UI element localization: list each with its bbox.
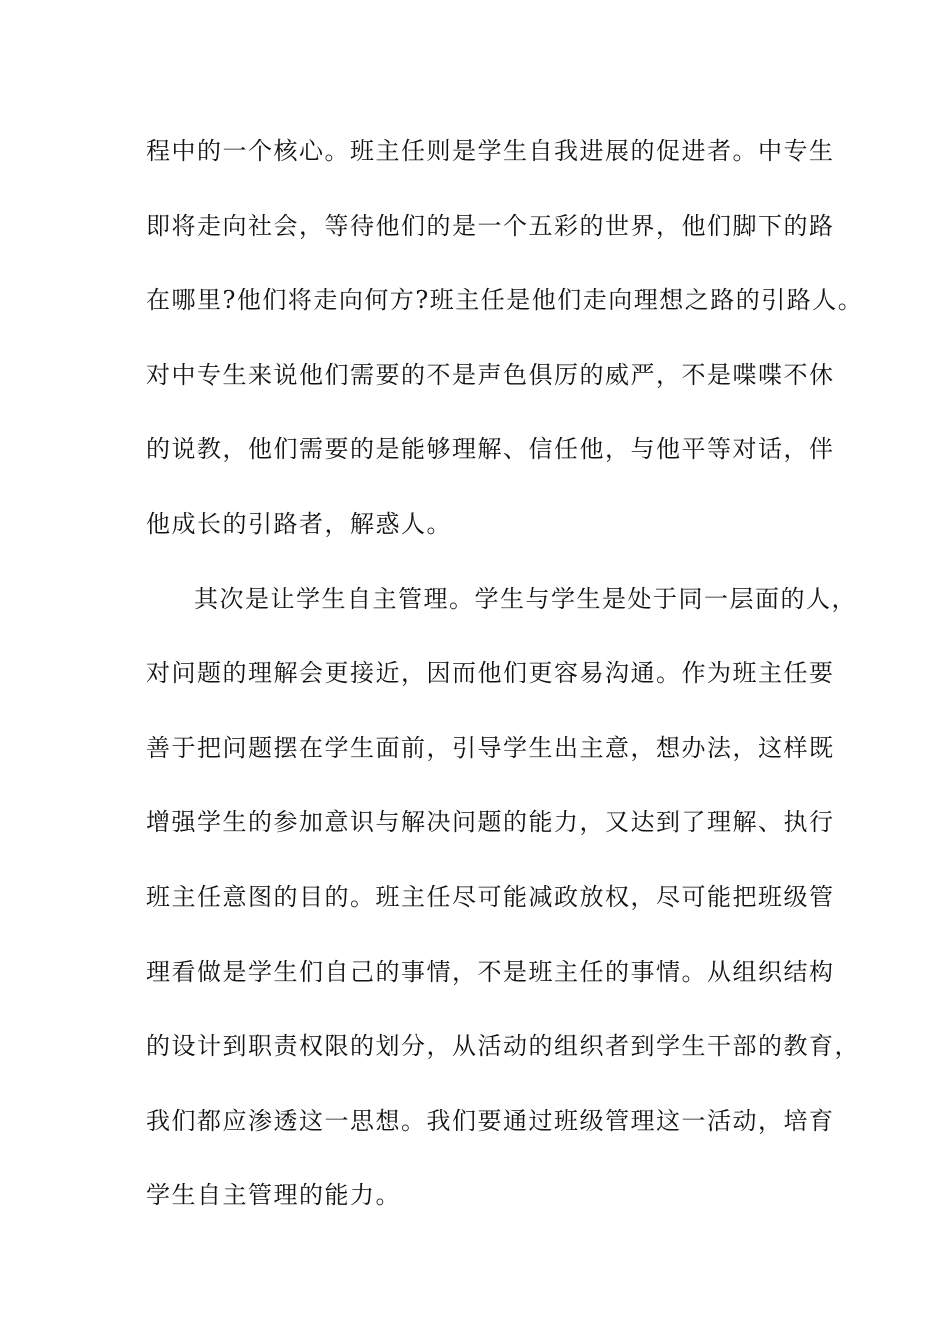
text-line-indented: 其次是让学生自主管理。学生与学生是处于同一层面的人， — [194, 584, 857, 613]
text-line: 他成长的引路者，解惑人。 — [146, 509, 452, 538]
text-line: 善于把问题摆在学生面前，引导学生出主意，想办法，这样既 — [146, 733, 835, 762]
text-line: 我们都应渗透这一思想。我们要通过班级管理这一活动，培育 — [146, 1106, 835, 1135]
text-line: 的说教，他们需要的是能够理解、信任他，与他平等对话，伴 — [146, 435, 835, 464]
text-line: 对问题的理解会更接近，因而他们更容易沟通。作为班主任要 — [146, 659, 835, 688]
paragraph-2 — [146, 562, 860, 1233]
body-text — [146, 114, 864, 1233]
text-line: 程中的一个核心。班主任则是学生自我进展的促进者。中专生 — [146, 137, 835, 165]
text-line: 的设计到职责权限的划分，从活动的组织者到学生干部的教育， — [146, 1032, 860, 1061]
text-line: 增强学生的参加意识与解决问题的能力，又达到了理解、执行 — [146, 808, 835, 837]
text-line: 理看做是学生们自己的事情，不是班主任的事情。从组织结构 — [146, 957, 835, 986]
text-line: 即将走向社会，等待他们的是一个五彩的世界，他们脚下的路 — [146, 211, 835, 240]
text-line: 班主任意图的目的。班主任尽可能减政放权，尽可能把班级管 — [146, 882, 835, 911]
text-line: 在哪里?他们将走向何方?班主任是他们走向理想之路的引路人。 — [146, 286, 864, 315]
paragraph-1 — [146, 114, 864, 562]
text-line: 对中专生来说他们需要的不是声色俱厉的威严，不是喋喋不休 — [146, 360, 835, 389]
text-line: 学生自主管理的能力。 — [146, 1181, 401, 1210]
